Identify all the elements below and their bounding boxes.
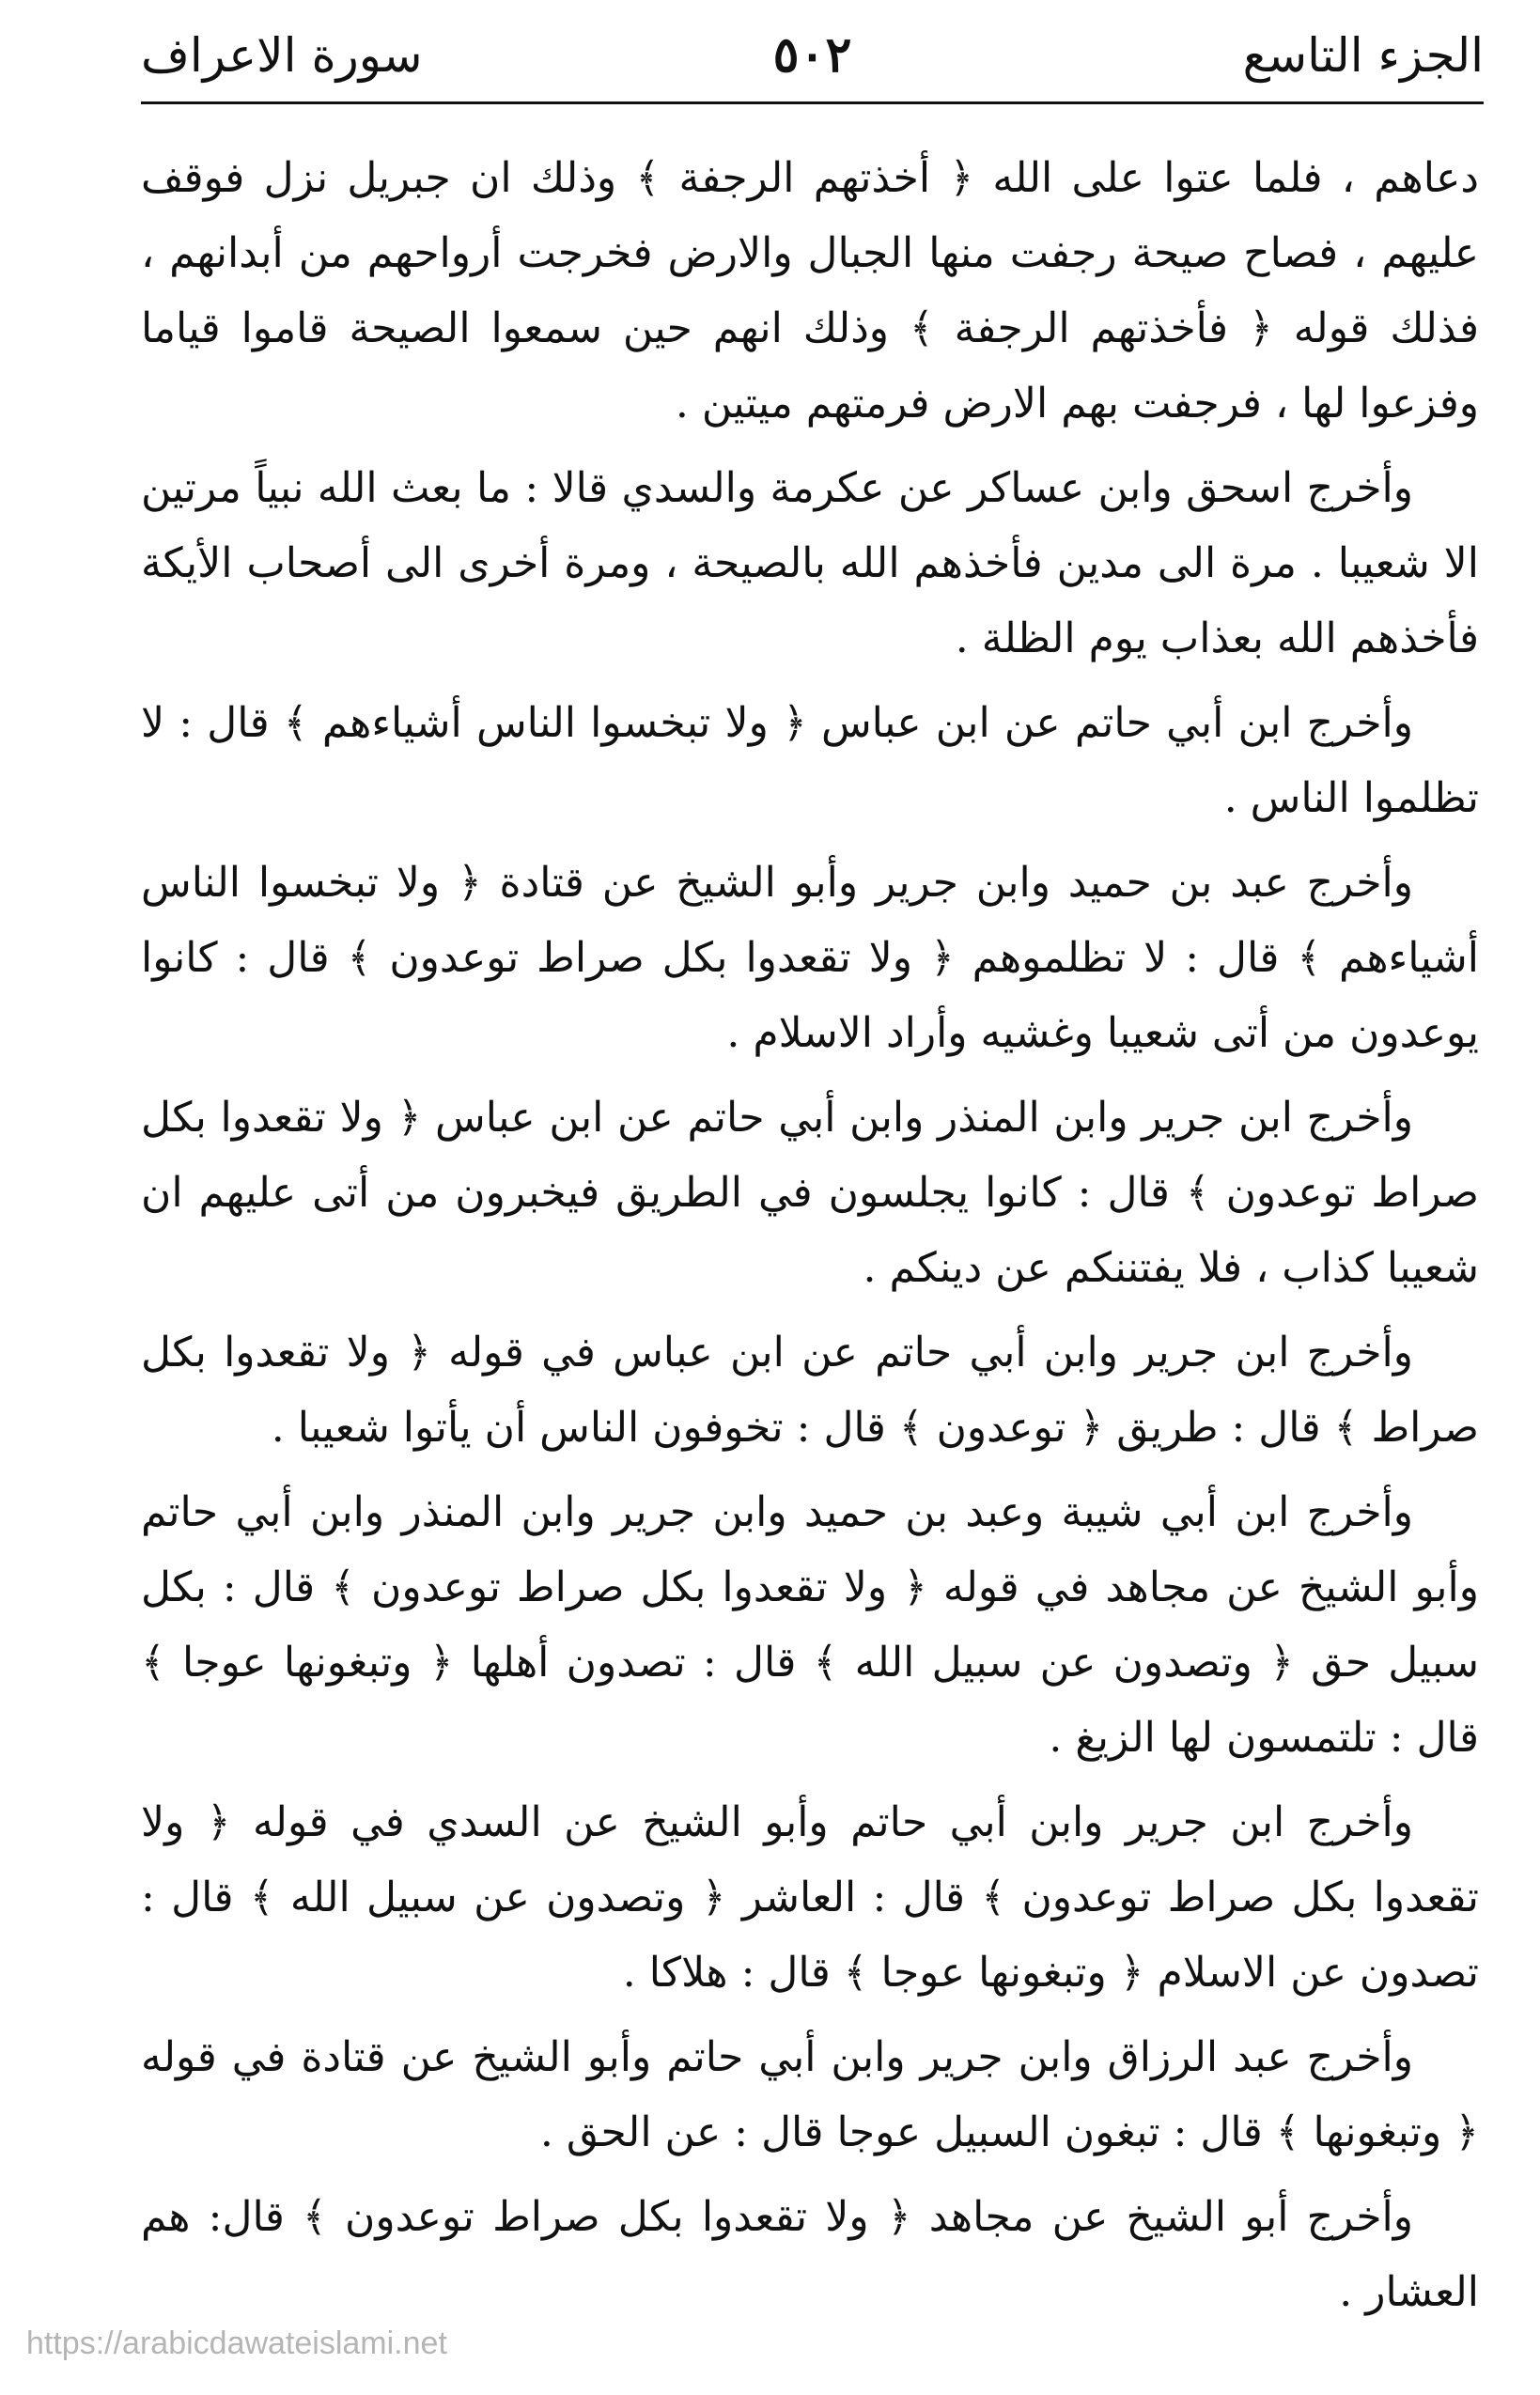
paragraph: وأخرج ابن جرير وابن المنذر وابن أبي حاتم عن ابن عباس ﴿ ولا تقعدوا بكل صراط توعدون ﴾ قال : كانوا يجلسون في الطريق فيخبرون من أتى عليهم ان شعيبا كذاب ، فلا يفتننكم عن دينكم .: [141, 1094, 1479, 1292]
paragraph: دعاهم ، فلما عتوا على الله ﴿ أخذتهم الرجفة ﴾ وذلك ان جبريل نزل فوقف عليهم ، فصاح صيحة رجفت منها الجبال والارض فخرجت أرواحهم من أبدانهم ، فذلك قوله ﴿ فأخذتهم الرجفة ﴾ وذلك انهم حين سمعوا الصيحة قاموا قياما وفزعوا لها ، فرجفت بهم الارض فرمتهم ميتين .: [141, 154, 1479, 428]
source-watermark: https://arabicdawateislami.net: [26, 2325, 447, 2361]
paragraph: وأخرج ابن جرير وابن أبي حاتم عن ابن عباس في قوله ﴿ ولا تقعدوا بكل صراط ﴾ قال : طريق ﴿ توعدون ﴾ قال : تخوفون الناس أن يأتوا شعيبا .: [141, 1329, 1479, 1452]
paragraph: وأخرج ابن أبي شيبة وعبد بن حميد وابن جرير وابن المنذر وابن أبي حاتم وأبو الشيخ عن مجاهد في قوله ﴿ ولا تقعدوا بكل صراط توعدون ﴾ قال : بكل سبيل حق ﴿ وتصدون عن سبيل الله ﴾ قال : تصدون أهلها ﴿ وتبغونها عوجا ﴾ قال : تلتمسون لها الزيغ .: [141, 1488, 1479, 1762]
paragraph: وأخرج ابن أبي حاتم عن ابن عباس ﴿ ولا تبخسوا الناس أشياءهم ﴾ قال : لا تظلموا الناس .: [141, 699, 1479, 822]
juz-label: الجزء التاسع: [1242, 28, 1484, 83]
surah-label: سورة الاعراف: [141, 28, 423, 83]
paragraph: وأخرج اسحق وابن عساكر عن عكرمة والسدي قالا : ما بعث الله نبياً مرتين الا شعيبا . مرة الى مدين فأخذهم الله بالصيحة ، ومرة أخرى الى أصحاب الأيكة فأخذهم الله بعذاب يوم الظلة .: [141, 464, 1479, 662]
paragraph: وأخرج عبد الرزاق وابن جرير وابن أبي حاتم وأبو الشيخ عن قتادة في قوله ﴿ وتبغونها ﴾ قال : تبغون السبيل عوجا قال : عن الحق .: [141, 2033, 1479, 2156]
header-rule: [141, 101, 1484, 104]
page-header: [141, 19, 1484, 94]
page-body: [141, 141, 1479, 2340]
paragraph: وأخرج عبد بن حميد وابن جرير وأبو الشيخ عن قتادة ﴿ ولا تبخسوا الناس أشياءهم ﴾ قال : لا تظلموهم ﴿ ولا تقعدوا بكل صراط توعدون ﴾ قال : كانوا يوعدون من أتى شعيبا وغشيه وأراد الاسلام .: [141, 859, 1479, 1057]
paragraph: وأخرج ابن جرير وابن أبي حاتم وأبو الشيخ عن السدي في قوله ﴿ ولا تقعدوا بكل صراط توعدون ﴾ قال : العاشر ﴿ وتصدون عن سبيل الله ﴾ قال : تصدون عن الاسلام ﴿ وتبغونها عوجا ﴾ قال : هلاكا .: [141, 1798, 1479, 1997]
page-number: ٥٠٢: [772, 26, 852, 84]
paragraph: وأخرج أبو الشيخ عن مجاهد ﴿ ولا تقعدوا بكل صراط توعدون ﴾ قال: هم العشار .: [141, 2193, 1479, 2316]
